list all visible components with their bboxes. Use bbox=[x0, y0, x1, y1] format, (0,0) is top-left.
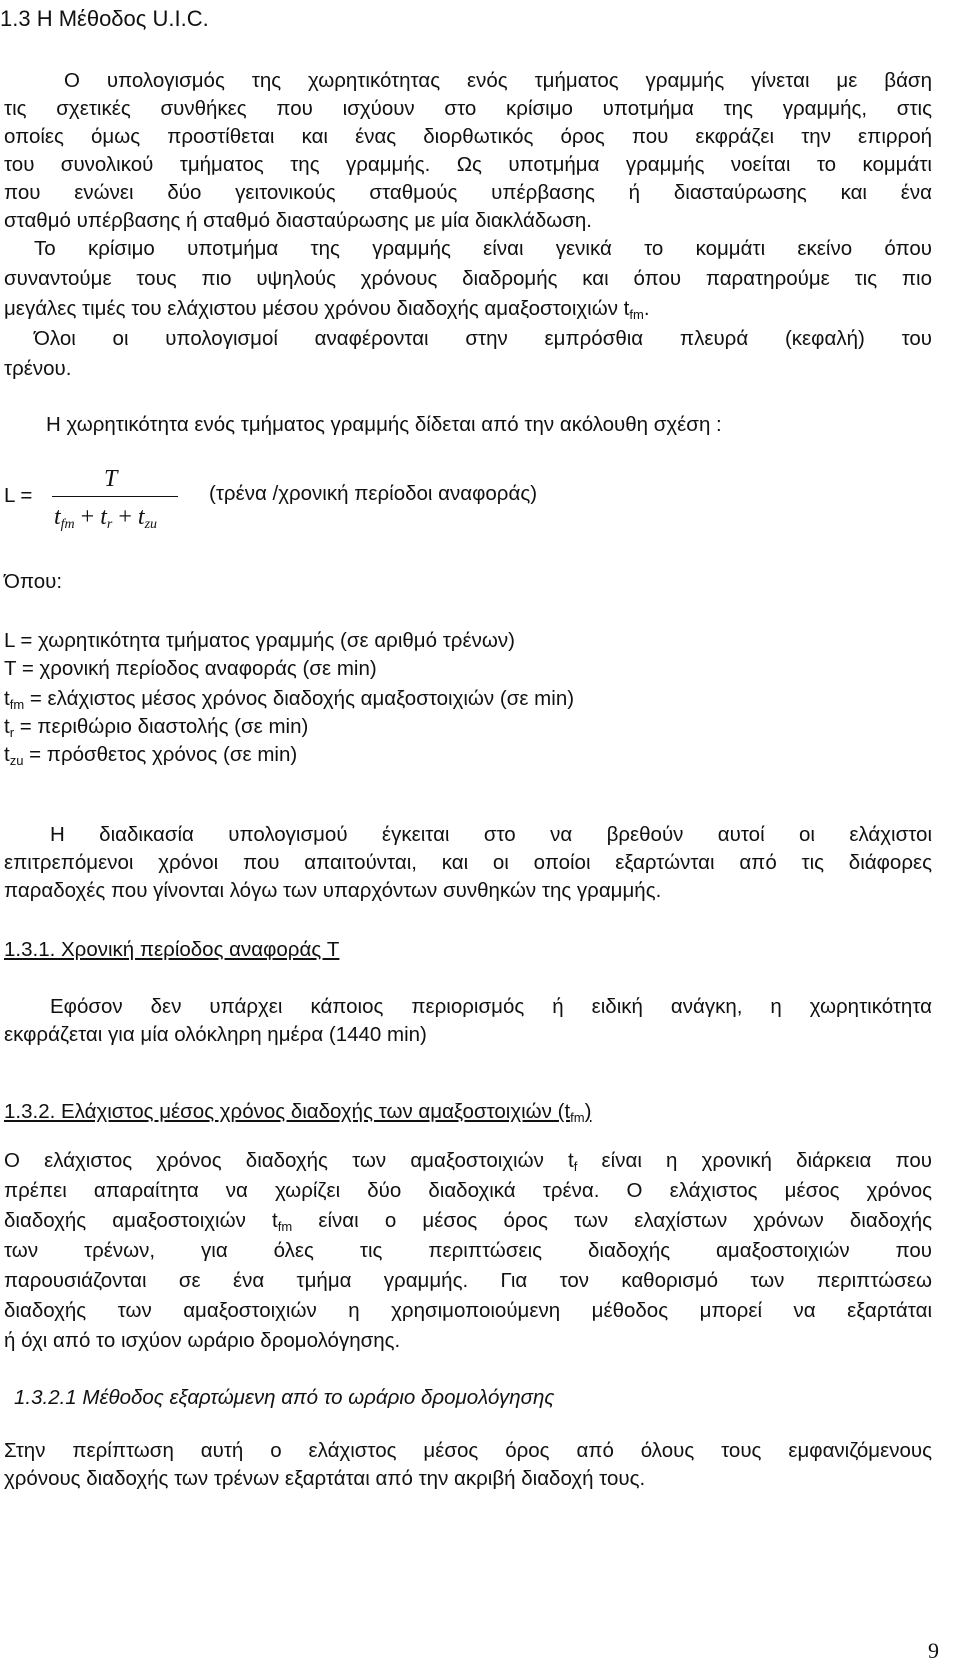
text-line: οποίες όμως προστίθεται και ένας διορθωτικός όρος που εκφράζει την επιρροή bbox=[4, 125, 932, 148]
formula-note: (τρένα /χρονική περίοδοι αναφοράς) bbox=[209, 482, 538, 505]
text-line: παρουσιάζονται σε ένα τμήμα γραμμής. Για τον καθορισμό των περιπτώσεω bbox=[4, 1269, 932, 1292]
text-line: του συνολικού τμήματος της γραμμής. Ως υποτμήμα γραμμής νοείται το κομμάτι bbox=[4, 153, 932, 176]
subscript: fm bbox=[9, 697, 25, 712]
page-number: 9 bbox=[928, 1638, 939, 1663]
subscript: r bbox=[9, 725, 15, 740]
text-line: Εφόσον δεν υπάρχει κάποιος περιορισμός ή ειδική ανάγκη, η χωρητικότητα bbox=[50, 995, 932, 1018]
definition-tr bbox=[4, 714, 308, 740]
subscript: zu bbox=[9, 753, 24, 768]
text-line bbox=[4, 1208, 932, 1234]
subscript: fm bbox=[570, 1110, 585, 1125]
text-line: Όλοι οι υπολογισμοί αναφέρονται στην εμπρόσθια πλευρά (κεφαλή) του bbox=[34, 327, 932, 350]
text-line: παραδοχές που γίνονται λόγω των υπαρχόντων συνθηκών της γραμμής. bbox=[4, 879, 662, 902]
den-sub3: zu bbox=[144, 517, 158, 532]
fraction-bar bbox=[52, 496, 178, 497]
formula-lhs: L = bbox=[4, 484, 33, 507]
text-line: ή όχι από το ισχύον ωράριο δρομολόγησης. bbox=[4, 1329, 401, 1352]
formula-numerator: T bbox=[104, 466, 118, 492]
text-line: των τρένων, για όλες τις περιπτώσεις διαδοχής αμαξοστοιχιών που bbox=[4, 1239, 932, 1262]
text-line: Η διαδικασία υπολογισμού έγκειται στο να βρεθούν αυτοί οι ελάχιστοι bbox=[50, 823, 932, 846]
text-line: τρένου. bbox=[4, 357, 72, 380]
text-line bbox=[4, 296, 650, 322]
symbol: t bbox=[4, 715, 10, 738]
section-1-3-1-title: 1.3.1. Χρονική περίοδος αναφοράς T bbox=[4, 938, 340, 961]
den-sub1: fm bbox=[60, 517, 75, 532]
text-line: συναντούμε τους πιο υψηλούς χρόνους διαδρομής και όπου παρατηρούμε τις πιο bbox=[4, 267, 932, 290]
text-run: = πρόσθετος χρόνος (σε min) bbox=[23, 743, 298, 766]
text-line: που ενώνει δύο γειτονικούς σταθμούς υπέρβασης ή διασταύρωσης και ένα bbox=[4, 181, 932, 204]
formula-denominator bbox=[54, 504, 157, 531]
den-t2: t bbox=[100, 504, 107, 530]
text-line: Το κρίσιμο υποτμήμα της γραμμής είναι γενικά το κομμάτι εκείνο όπου bbox=[34, 237, 932, 260]
text-line: εκφράζεται για μία ολόκληρη ημέρα (1440 min) bbox=[4, 1023, 427, 1046]
text-line: επιτρεπόμενοι χρόνοι που απαιτούνται, και οι οποίοι εξαρτώνται από τις διάφορες bbox=[4, 851, 932, 874]
den-t3: t bbox=[137, 504, 145, 530]
text-line: Ο υπολογισμός της χωρητικότητας ενός τμήματος γραμμής γίνεται με βάση bbox=[64, 69, 932, 92]
definition-tzu bbox=[4, 742, 297, 768]
text-line: Στην περίπτωση αυτή ο ελάχιστος μέσος όρος από όλους τους εμφανιζόμενους bbox=[4, 1439, 932, 1462]
definition-tfm bbox=[4, 686, 574, 712]
subscript: f bbox=[573, 1159, 578, 1174]
text-line: πρέπει απαραίτητα να χωρίζει δύο διαδοχικά τρένα. Ο ελάχιστος μέσος χρόνος bbox=[4, 1179, 932, 1202]
den-t1: t bbox=[54, 504, 61, 530]
text-run: . bbox=[643, 297, 650, 320]
where-label: Όπου: bbox=[4, 570, 63, 593]
section-heading: 1.3 Η Μέθοδος U.I.C. bbox=[0, 6, 209, 31]
text-run: Ο ελάχιστος χρόνος διαδοχής των αμαξοστοιχιών t bbox=[4, 1149, 574, 1172]
text-run: διαδοχής αμαξοστοιχιών t bbox=[4, 1209, 278, 1232]
subscript: fm bbox=[277, 1219, 293, 1234]
text-line: χρόνους διαδοχής των τρένων εξαρτάται από την ακριβή διαδοχή τους. bbox=[4, 1467, 646, 1490]
text-run: μεγάλες τιμές του ελάχιστου μέσου χρόνου διαδοχής αμαξοστοιχιών t bbox=[4, 297, 630, 320]
text-run: = ελάχιστος μέσος χρόνος διαδοχής αμαξοστοιχιών (σε min) bbox=[24, 687, 575, 710]
section-1-3-2-1-title: 1.3.2.1 Μέθοδος εξαρτώμενη από το ωράριο δρομολόγησης bbox=[14, 1386, 555, 1409]
text-run: = περιθώριο διαστολής (σε min) bbox=[14, 715, 309, 738]
den-plus1: + bbox=[80, 504, 95, 530]
text-line: διαδοχής των αμαξοστοιχιών η χρησιμοποιούμενη μέθοδος μπορεί να εξαρτάται bbox=[4, 1299, 932, 1322]
text-line: σταθμό υπέρβασης ή σταθμό διασταύρωσης με μία διακλάδωση. bbox=[4, 209, 592, 232]
text-run: είναι η χρονική διάρκεια που bbox=[577, 1149, 932, 1172]
subscript: fm bbox=[629, 307, 644, 322]
den-sub2: r bbox=[106, 517, 113, 532]
text-run: ) bbox=[584, 1100, 592, 1123]
text-run: 1.3.2. Ελάχιστος μέσος χρόνος διαδοχής των αμαξοστοιχιών (t bbox=[4, 1100, 571, 1123]
text-line bbox=[4, 1148, 932, 1174]
text-line: τις σχετικές συνθήκες που ισχύουν στο κρίσιμο υποτμήμα της γραμμής, στις bbox=[4, 97, 932, 120]
text-run: είναι ο μέσος όρος των ελαχίστων χρόνων διαδοχής bbox=[292, 1209, 932, 1232]
definition-L: L = χωρητικότητα τμήματος γραμμής (σε αριθμό τρένων) bbox=[4, 629, 515, 652]
symbol: t bbox=[4, 687, 10, 710]
symbol: t bbox=[4, 743, 10, 766]
formula bbox=[4, 460, 704, 550]
section-1-3-2-title bbox=[4, 1100, 591, 1124]
definition-T: T = χρονική περίοδος αναφοράς (σε min) bbox=[4, 657, 377, 680]
formula-intro: Η χωρητικότητα ενός τμήματος γραμμής δίδεται από την ακόλουθη σχέση : bbox=[46, 413, 722, 436]
den-plus2: + bbox=[118, 504, 132, 530]
